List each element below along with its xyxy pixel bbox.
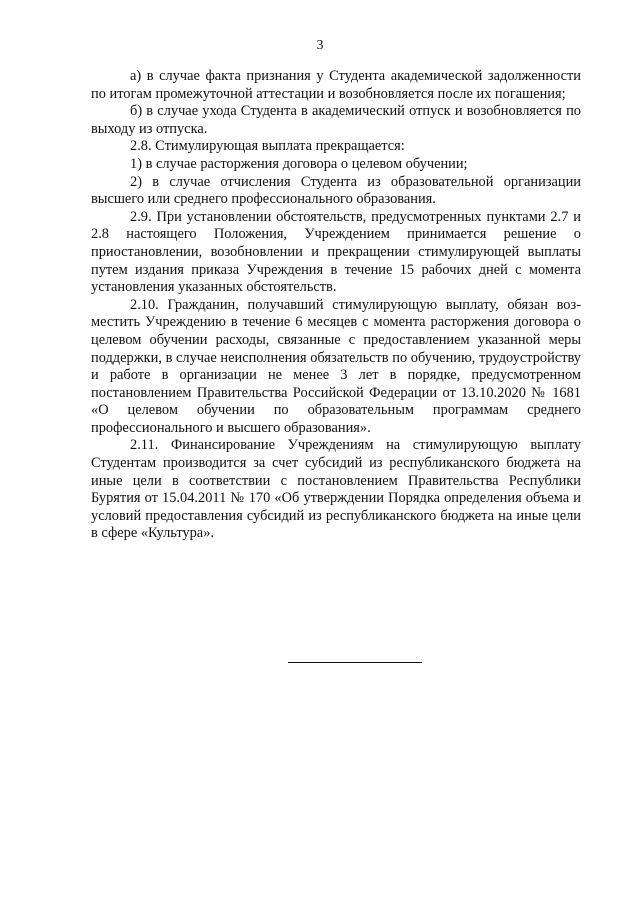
paragraph-2-11: 2.11. Финансирование Учреждениям на стимулирующую выплату Студентам производится за счет субсидий из республиканского бюджета на иные цели в соответствии с постановлением Правительства Республики Бурятия от 15.04.2011 № 170 «Об утверждении Порядка определения объема и условий предоставления субсидий из республиканского бюджета на иные цели в сфере «Культура». [91,437,581,542]
paragraph-2-8: 2.8. Стимулирующая выплата прекращается: [130,138,405,155]
page-number: 3 [316,38,324,53]
paragraph-2-10: 2.10. Гражданин, получавший стимулирующую выплату, обязан возместить Учреждению в течение 6 месяцев с момента расторжения договора о целевом обучении расходы, связанные с предоставлением указанной меры поддержки, в случае неисполнения обязательств по обучению, трудоустройству и работе в организации не менее 3 лет в порядке, предусмотренном постановлением Правительства Российской Федерации от 13.10.2020 № 1681 «О целевом обучении по образовательным программам среднего профессионального и высшего образования». [91,296,581,436]
paragraph-2-7-b: б) в случае ухода Студента в академический отпуск и возобновляется по выходу из отпуска. [91,103,581,137]
paragraph-2-8-1: 1) в случае расторжения договора о целевом обучении; [130,155,468,172]
paragraph-2-9: 2.9. При установлении обстоятельств, предусмотренных пунктами 2.7 и 2.8 настоящего Положения, Учреждением принимается решение о приостановлении, возобновлении и прекращении стимулирующей выплаты путем издания приказа Учреждения в течение 15 рабочих дней с момента установления указанных обстоятельств. [91,208,581,296]
document-body [91,68,581,543]
paragraph-2-8-2: 2) в случае отчисления Студента из образовательной организации высшего или среднего профессионального образования. [91,173,581,208]
paragraph-2-7-a: а) в случае факта признания у Студента академической задолженности по итогам промежуточной аттестации и возобновляется после их погашения; [91,68,581,102]
end-of-document-rule [288,662,422,663]
